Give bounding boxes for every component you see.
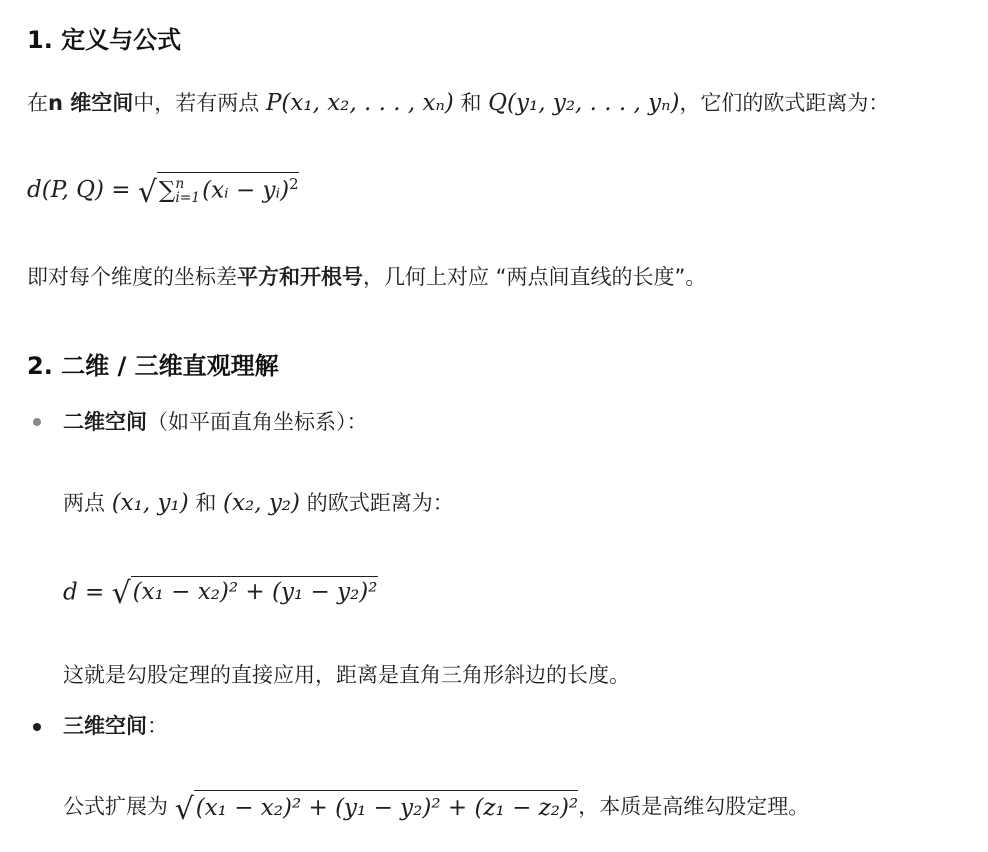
- text: 即对每个维度的坐标差: [27, 265, 237, 289]
- text: 两点: [63, 491, 112, 515]
- sum-limits: [175, 175, 201, 206]
- radicand: (x₁ − x₂)² + (y₁ − y₂)² + (z₁ − z₂)²: [194, 790, 578, 823]
- bullet-icon: [33, 418, 41, 426]
- formula-lhs: d(P, Q) =: [27, 176, 138, 203]
- bullet-icon: [33, 723, 41, 731]
- text: 和: [453, 91, 489, 115]
- list-item-3d-label: [63, 711, 168, 741]
- list-item-3d-formula-line: [63, 790, 809, 825]
- point-q-math: Q(y₁, y₂, . . . , yₙ): [488, 90, 680, 116]
- radical-sign: √: [111, 576, 131, 611]
- radical-sign: √: [137, 174, 157, 210]
- sqrt: [175, 790, 579, 825]
- bold-text: 平方和开根号: [237, 265, 363, 289]
- text: 中，若有两点: [133, 91, 266, 115]
- sqrt: [112, 576, 378, 611]
- distance-2d-formula: [63, 576, 378, 611]
- text: 在: [27, 91, 48, 115]
- definition-paragraph: [27, 88, 889, 118]
- text: ，本质是高维勾股定理。: [578, 794, 810, 819]
- point-1-math: (x₁, y₁): [111, 490, 189, 516]
- radicand: [157, 172, 299, 205]
- point-2-math: (x₂, y₂): [223, 490, 301, 516]
- list-item-2d-label: [63, 407, 368, 437]
- list-item-2d-description: [63, 488, 454, 518]
- definition-note: [27, 262, 706, 292]
- sum-term: (xᵢ − yᵢ): [202, 177, 290, 204]
- text: ，它们的欧式距离为：: [679, 91, 890, 115]
- exponent: 2: [289, 175, 299, 193]
- text: ：: [147, 714, 168, 738]
- text: 和: [188, 491, 224, 515]
- bold-text: n 维空间: [48, 91, 134, 115]
- text: 公式扩展为: [63, 794, 175, 819]
- bold-text: 三维空间: [63, 714, 147, 738]
- euclidean-distance-formula: [27, 172, 299, 210]
- bold-text: 二维空间: [63, 410, 147, 434]
- sum-symbol: ∑: [158, 177, 176, 204]
- point-p-math: P(x₁, x₂, . . . , xₙ): [265, 90, 454, 116]
- section-heading: 2. 二维 / 三维直观理解: [27, 352, 279, 380]
- formula-lhs: d =: [63, 579, 112, 606]
- sqrt: [138, 172, 299, 210]
- text: （如平面直角坐标系）：: [147, 410, 368, 434]
- radicand: (x₁ − x₂)² + (y₁ − y₂)²: [131, 576, 378, 605]
- sum-lower: i=1: [175, 189, 201, 206]
- list-item-2d-note: 这就是勾股定理的直接应用，距离是直角三角形斜边的长度。: [63, 663, 630, 687]
- text: ，几何上对应 “两点间直线的长度”。: [363, 265, 707, 289]
- sum-upper: n: [175, 175, 185, 192]
- section-heading: 1. 定义与公式: [27, 26, 182, 54]
- radical-sign: √: [174, 792, 194, 827]
- text: 的欧式距离为：: [300, 491, 454, 515]
